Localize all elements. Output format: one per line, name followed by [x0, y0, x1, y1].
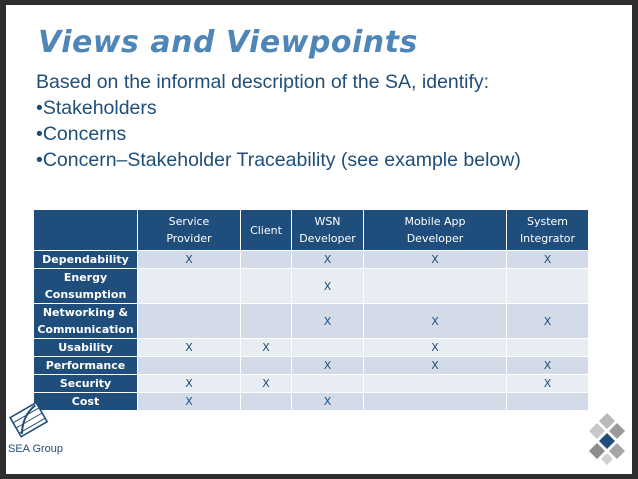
slide-body [36, 69, 521, 173]
column-header-mobile-app-developer: Mobile App Developer [364, 210, 507, 251]
row-header-security: Security [34, 375, 138, 393]
table-row [34, 393, 589, 411]
row-header-energy-consumption: Energy Consumption [34, 269, 138, 304]
table-cell [241, 393, 292, 411]
table-cell [364, 269, 507, 304]
table-cell: X [364, 251, 507, 269]
table-row [34, 339, 589, 357]
table-cell: X [292, 251, 364, 269]
table-row [34, 304, 589, 339]
table-cell [241, 269, 292, 304]
bullet-traceability: •Concern–Stakeholder Traceability (see example below) [36, 149, 521, 171]
table-cell: X [292, 269, 364, 304]
table-row [34, 357, 589, 375]
geometric-logo-icon [584, 409, 630, 467]
table-cell: X [507, 251, 589, 269]
column-header-system-integrator: System Integrator [507, 210, 589, 251]
row-header-performance: Performance [34, 357, 138, 375]
table-cell: X [138, 251, 241, 269]
slide [6, 5, 632, 474]
sea-group-label: SEA Group [8, 443, 64, 455]
table-cell [507, 393, 589, 411]
row-header-usability: Usability [34, 339, 138, 357]
table-cell [138, 269, 241, 304]
table-cell: X [241, 375, 292, 393]
table-cell [241, 357, 292, 375]
intro-text: Based on the informal description of the SA, identify: [36, 71, 490, 93]
table-cell [241, 304, 292, 339]
table-cell: X [507, 357, 589, 375]
table-cell [507, 339, 589, 357]
row-header-dependability: Dependability [34, 251, 138, 269]
column-header-client: Client [241, 210, 292, 251]
table-cell: X [292, 393, 364, 411]
column-header-wsn-developer: WSN Developer [292, 210, 364, 251]
table-cell: X [364, 357, 507, 375]
table-cell: X [507, 375, 589, 393]
bullet-stakeholders: •Stakeholders [36, 97, 157, 119]
table-cell [364, 375, 507, 393]
table-cell [292, 375, 364, 393]
table-corner-cell [34, 210, 138, 251]
table-cell: X [138, 339, 241, 357]
table-cell [364, 393, 507, 411]
table-cell: X [138, 393, 241, 411]
table-row [34, 375, 589, 393]
table-cell: X [292, 304, 364, 339]
table-cell: X [138, 375, 241, 393]
table-cell: X [364, 339, 507, 357]
table-cell [138, 304, 241, 339]
table-cell [241, 251, 292, 269]
slide-title: Views and Viewpoints [38, 25, 418, 60]
table-cell [138, 357, 241, 375]
table-header-row [34, 210, 589, 251]
bullet-concerns: •Concerns [36, 123, 127, 145]
table-cell [507, 269, 589, 304]
table-cell: X [507, 304, 589, 339]
table-cell [292, 339, 364, 357]
table-row [34, 269, 589, 304]
row-header-networking-communication: Networking & Communication [34, 304, 138, 339]
table-cell: X [364, 304, 507, 339]
column-header-service-provider: Service Provider [138, 210, 241, 251]
table-cell: X [292, 357, 364, 375]
table-row [34, 251, 589, 269]
table-cell: X [241, 339, 292, 357]
traceability-table [33, 209, 589, 411]
row-header-cost: Cost [34, 393, 138, 411]
